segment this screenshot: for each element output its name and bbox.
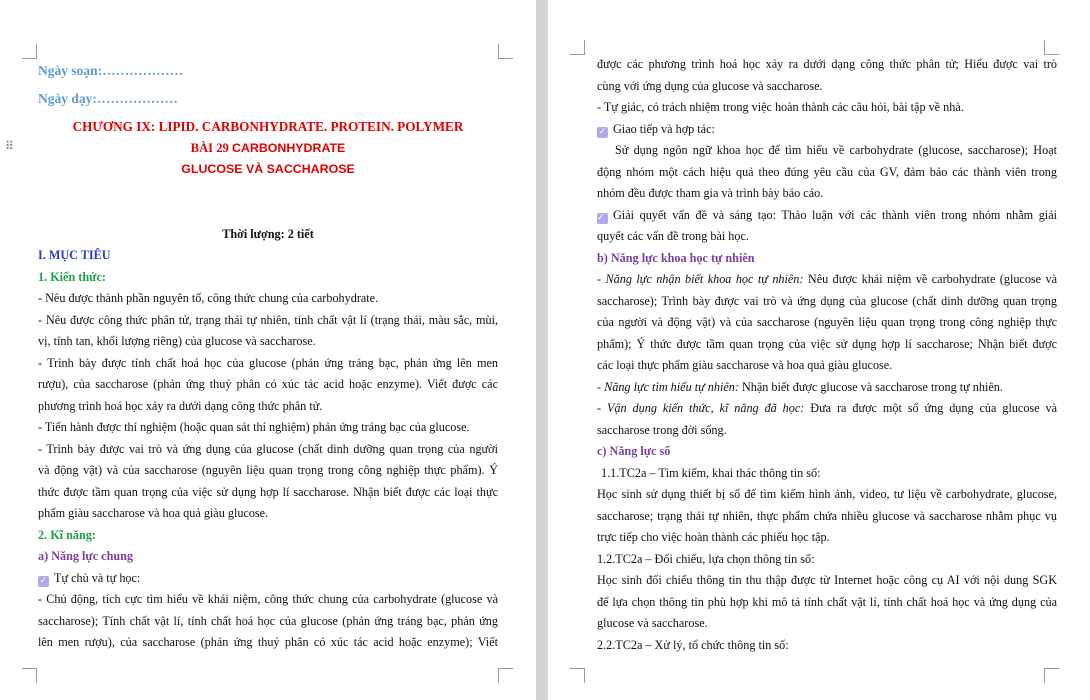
autonomy-line: lên men rượu), của saccharose (phản ứng thuỷ phân có xúc tác acid hoặc enzyme); Viết <box>38 635 498 649</box>
recognize-text: Nêu được khái niệm về carbohydrate (glucose và <box>803 272 1058 286</box>
section-objectives: I. MỤC TIÊU <box>38 248 111 262</box>
margin-corner-bottom-right <box>1044 668 1059 683</box>
recognize-line: của người và động vật) và của saccharose (nguyên liệu quan trọng trong công nghiệp thực <box>597 315 1057 329</box>
recognize-item: - Năng lực nhận biết khoa học tự nhiên: Nêu được khái niệm về carbohydrate (glucose và <box>597 272 1058 286</box>
checked-box-icon: ✓ <box>597 213 608 224</box>
recognize-label: Năng lực nhận biết khoa học tự nhiên: <box>605 272 804 286</box>
digital-competence-heading: c) Năng lực số <box>597 444 671 458</box>
digital-line: Học sinh đối chiếu thông tin thu thập được từ Internet hoặc công cụ AI với nội dung SGK <box>597 573 1057 587</box>
lesson-subtitle: GLUCOSE VÀ SACCHAROSE <box>181 162 355 176</box>
margin-corner-bottom-left <box>22 668 37 683</box>
knowledge-line: phương trình hoá học xảy ra dưới dạng công thức phân tử. <box>38 398 323 413</box>
knowledge-heading: 1. Kiến thức: <box>38 269 106 284</box>
digital-line: 1.2.TC2a – Đối chiếu, lựa chọn thông tin số: <box>597 551 815 566</box>
margin-corner-bottom-right <box>498 668 513 683</box>
lesson-name: CARBONHYDRATE <box>231 140 346 155</box>
margin-corner-top-left <box>570 40 585 55</box>
autonomy-label: Tự chủ và tự học: <box>54 570 141 585</box>
communication-item <box>597 119 1057 141</box>
checked-box-icon: ✓ <box>598 126 607 137</box>
recognize-line: phẩm); Ý thức được tầm quan trọng của việc sử dụng hợp lí saccharose; Nhận biết được <box>597 336 1057 351</box>
lesson-number: BÀI 29 <box>190 140 232 155</box>
knowledge-line: - Trình bày được tính chất hoá học của glucose (phản ứng tráng bạc, phản ứng lên men <box>38 355 498 370</box>
skills-heading: 2. Kĩ năng: <box>38 527 96 542</box>
digital-line: 1.1.TC2a – Tìm kiếm, khai thác thông tin số: <box>601 465 821 480</box>
knowledge-line: vị, tính tan, khối lượng riêng) của glucose và saccharose. <box>38 334 316 348</box>
knowledge-line: - Nêu được thành phần nguyên tố, công thức chung của carbohydrate. <box>38 291 379 305</box>
page-gap <box>536 0 548 700</box>
digital-line: để lựa chọn thông tin phù hợp khi mô tả tính chất vật lí, tính chất hoá học và ứng dụng của <box>597 594 1057 609</box>
drag-handle-icon[interactable]: ⠿ <box>5 139 13 153</box>
margin-corner-top-left <box>22 44 37 59</box>
explore-label: Năng lực tìm hiểu tự nhiên: <box>604 379 739 394</box>
knowledge-line: rượu), của saccharose (phản ứng thuỷ phân có xúc tác acid hoặc enzyme). Viết được các <box>38 377 498 391</box>
autonomy-line: saccharose); Tính chất vật lí, tính chất hoá học của glucose (phản ứng tráng bạc, phản ứng <box>38 613 498 628</box>
digital-line: glucose và saccharose. <box>597 616 708 630</box>
apply-label: Vận dụng kiến thức, kĩ năng đã học: <box>606 401 805 415</box>
chapter-title: CHƯƠNG IX: LIPID. CARBONHYDRATE. PROTEIN. POLYMER <box>72 119 464 134</box>
autonomy-line: - Chủ động, tích cực tìm hiểu về khái niệm, công thức chung của carbohydrate (glucose và <box>38 592 498 606</box>
margin-corner-top-right <box>498 44 513 59</box>
knowledge-line: phẩm giàu saccharose và hoa quả giàu glucose. <box>38 506 269 520</box>
explore-text: Nhận biết được glucose và saccharose trong tự nhiên. <box>738 379 1003 394</box>
communication-label: Giao tiếp và hợp tác: <box>613 121 715 136</box>
problem-solving-label: Giải quyết vấn đề và sáng tạo: Thảo luận với các thành viên trong nhóm nhằm giải <box>613 207 1057 222</box>
continued-line: cùng với ứng dụng của glucose và saccharose. <box>597 78 823 93</box>
knowledge-line: - Trình bày được vai trò và ứng dụng của glucose (chất dinh dưỡng quan trọng của người <box>38 441 498 456</box>
autonomy-item <box>38 568 498 590</box>
apply-line: saccharose trong đời sống. <box>597 422 727 437</box>
continued-line: được các phương trình hoá học xảy ra dưới dạng công thức phân tử; Hiểu được vai trò <box>597 57 1057 71</box>
knowledge-line: - Tiến hành được thí nghiệm (hoặc quan sát thí nghiệm) phản ứng tráng bạc của glucose. <box>38 420 470 434</box>
communication-line: động nhóm một cách hiệu quả theo đúng yêu cầu của GV, đảm bảo các thành viên trong <box>597 164 1057 179</box>
knowledge-line: và động vật) và của saccharose (nguyên liệu quan trọng trong công nghiệp thực phẩm). Ý <box>38 463 498 477</box>
right-page-text[interactable] <box>597 54 1057 656</box>
apply-text: Đưa ra được một số ứng dụng của glucose và <box>804 401 1058 415</box>
knowledge-line: thức được tầm quan trọng của việc sử dụng hợp lí saccharose. Nhận biết được các loại thực <box>38 484 498 499</box>
communication-line: nhóm đều được tham gia và trình bày báo cáo. <box>597 186 824 200</box>
lesson-title <box>38 138 498 160</box>
margin-corner-bottom-left <box>570 668 585 683</box>
digital-line: Học sinh sử dụng thiết bị số để tìm kiếm hình ảnh, video, tư liệu về carbohydrate, glucose, <box>597 487 1057 501</box>
digital-line: 2.2.TC2a – Xử lý, tổ chức thông tin số: <box>597 637 789 652</box>
recognize-line: saccharose); Trình bày được vai trò và ứng dụng của glucose (chất dinh dưỡng quan trọng <box>597 293 1057 308</box>
date-prepared: Ngày soạn:……………… <box>38 63 184 78</box>
general-competence-heading: a) Năng lực chung <box>38 549 134 563</box>
communication-line: Sử dụng ngôn ngữ khoa học để tìm hiểu về carbohydrate (glucose, saccharose); Hoạt <box>615 143 1057 157</box>
apply-item: - Vận dụng kiến thức, kĩ năng đã học: Đưa ra được một số ứng dụng của glucose và <box>597 401 1058 415</box>
recognize-line: các loại thực phẩm giàu saccharose và hoa quả giàu glucose. <box>597 358 893 372</box>
problem-solving-item <box>597 205 1057 227</box>
problem-solving-line: quyết các vấn đề trong bài học. <box>597 229 749 243</box>
checked-box-icon: ✓ <box>39 575 48 586</box>
margin-corner-top-right <box>1044 40 1059 55</box>
continued-line: - Tự giác, có trách nhiệm trong việc hoàn thành các câu hỏi, bài tập về nhà. <box>597 100 964 114</box>
digital-line: trực tiếp cho việc hoàn thành các phiếu học tập. <box>597 530 830 544</box>
duration: Thời lượng: 2 tiết <box>222 226 314 241</box>
knowledge-line: - Nêu được công thức phân tử, trạng thái tự nhiên, tính chất vật lí (trạng thái, màu sắc, mùi, <box>38 312 498 327</box>
explore-item: - Năng lực tìm hiểu tự nhiên: Nhận biết được glucose và saccharose trong tự nhiên. <box>597 379 1003 394</box>
digital-line: saccharose; trạng thái tự nhiên, thực phẩm chứa nhiều glucose và saccharose nhằm phục vụ <box>597 508 1057 523</box>
left-page-text[interactable] <box>38 57 498 654</box>
date-taught: Ngày dạy:……………… <box>38 91 178 106</box>
science-competence-heading: b) Năng lực khoa học tự nhiên <box>597 250 755 265</box>
